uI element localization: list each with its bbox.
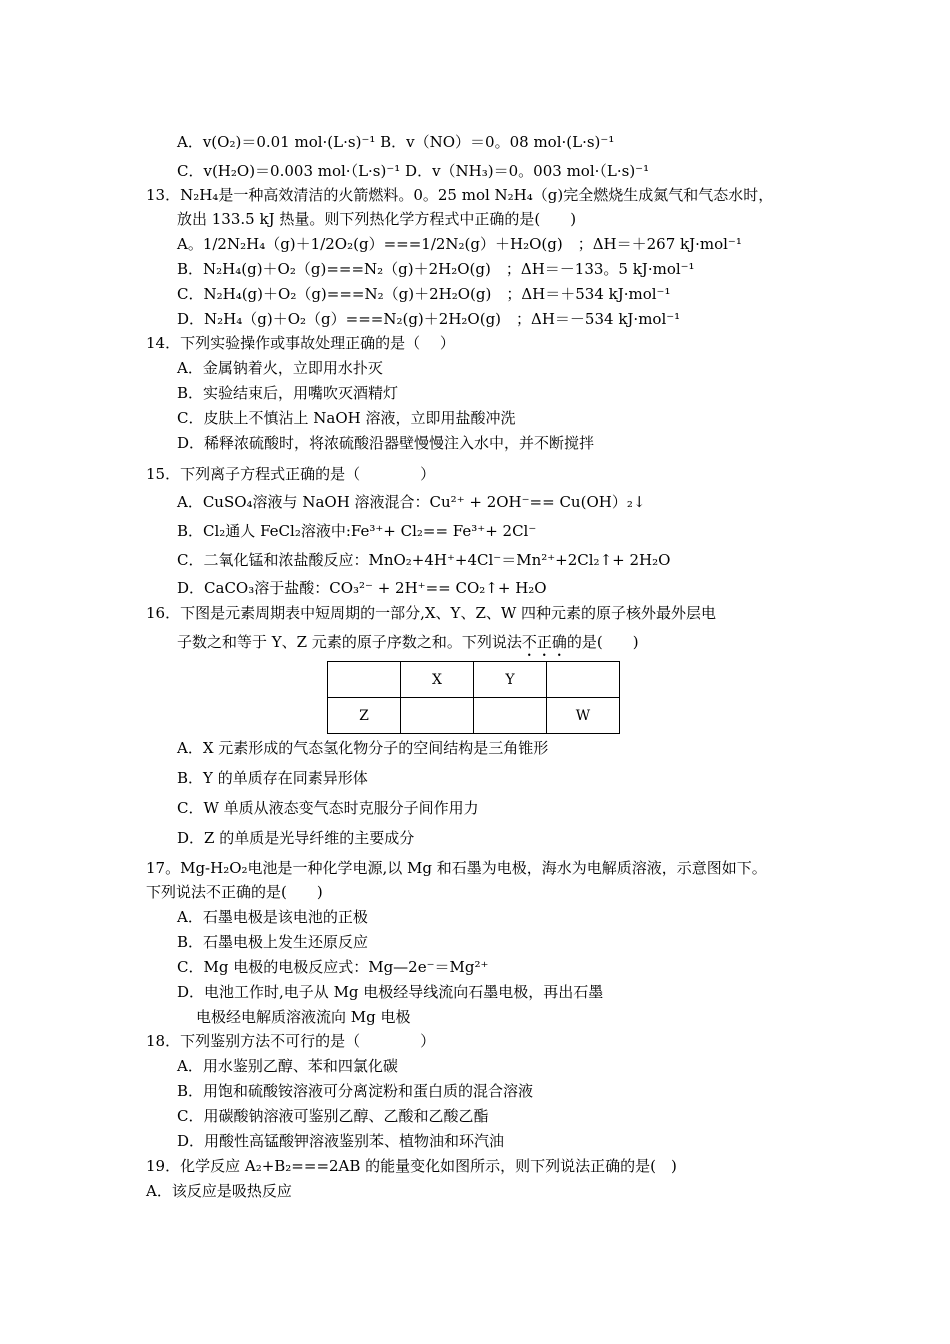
q17-option-d-line1: D．电池工作时,电子从 Mg 电极经导线流向石墨电极，再出石墨 xyxy=(177,983,604,1001)
table-cell-y: Y xyxy=(474,662,547,698)
q16-option-c: C．W 单质从液态变气态时克服分子间作用力 xyxy=(177,799,479,817)
q17-option-d-line2: 电极经电解质溶液流向 Mg 电极 xyxy=(196,1008,411,1026)
q15-option-b: B．Cl₂通人 FeCl₂溶液中:Fe³⁺+ Cl₂== Fe³⁺+ 2Cl⁻ xyxy=(177,522,537,540)
q12-option-a-b: A．v(O₂)＝0.01 mol·(L·s)⁻¹ B．v（NO）＝0。08 mol·(L·s)⁻¹ xyxy=(177,133,615,151)
table-cell xyxy=(401,698,474,734)
q13-option-c: C．N₂H₄(g)＋O₂（g)===N₂（g)＋2H₂O(g) ；ΔH＝＋534 kJ·mol⁻¹ xyxy=(177,285,671,303)
q15-option-c: C．二氧化锰和浓盐酸反应：MnO₂+4H⁺+4Cl⁻＝Mn²⁺+2Cl₂↑+ 2H₂O xyxy=(177,551,671,569)
q15-option-a: A．CuSO₄溶液与 NaOH 溶液混合：Cu²⁺ + 2OH⁻== Cu(OH）₂↓ xyxy=(177,493,646,511)
q16-option-b: B．Y 的单质存在同素异形体 xyxy=(177,769,368,787)
q13-stem-line2: 放出 133.5 kJ 热量。则下列热化学方程式中正确的是( ) xyxy=(177,210,577,228)
q19-stem: 19．化学反应 A₂+B₂===2AB 的能量变化如图所示，则下列说法正确的是( ) xyxy=(146,1157,677,1175)
q14-option-c: C．皮肤上不慎沾上 NaOH 溶液，立即用盐酸冲洗 xyxy=(177,409,516,427)
q18-stem: 18．下列鉴别方法不可行的是（ ） xyxy=(146,1032,436,1050)
emphasis-not-correct: 不正确 xyxy=(521,633,567,651)
q13-option-b: B．N₂H₄(g)＋O₂（g)===N₂（g)＋2H₂O(g) ；ΔH＝－133。5 kJ·mol⁻¹ xyxy=(177,260,695,278)
q16-stem-line2: 子数之和等于 Y、Z 元素的原子序数之和。下列说法不正确的是( ) xyxy=(177,633,639,651)
q17-stem-line1: 17。Mg-H₂O₂电池是一种化学电源,以 Mg 和石墨为电极，海水为电解质溶液，示意图如下。 xyxy=(146,859,767,877)
q16-option-a: A．X 元素形成的气态氢化物分子的空间结构是三角锥形 xyxy=(177,739,549,757)
q14-stem: 14．下列实验操作或事故处理正确的是（ ） xyxy=(146,334,455,352)
q18-option-b: B．用饱和硫酸铵溶液可分离淀粉和蛋白质的混合溶液 xyxy=(177,1082,534,1100)
q18-option-c: C．用碳酸钠溶液可鉴别乙醇、乙酸和乙酸乙酯 xyxy=(177,1107,489,1125)
table-row xyxy=(328,698,620,734)
q17-option-b: B．石墨电极上发生还原反应 xyxy=(177,933,369,951)
table-cell-x: X xyxy=(401,662,474,698)
q13-option-d: D．N₂H₄（g)＋O₂（g）===N₂(g)＋2H₂O(g) ；ΔH＝－534 kJ·mol⁻¹ xyxy=(177,310,681,328)
q14-option-b: B．实验结束后，用嘴吹灭酒精灯 xyxy=(177,384,399,402)
table-row xyxy=(328,662,620,698)
q15-option-d: D．CaCO₃溶于盐酸：CO₃²⁻ + 2H⁺== CO₂↑+ H₂O xyxy=(177,579,547,597)
q17-option-a: A．石墨电极是该电池的正极 xyxy=(177,908,368,926)
table-cell-z: Z xyxy=(328,698,401,734)
table-cell xyxy=(547,662,620,698)
table-cell xyxy=(474,698,547,734)
q16-option-d: D．Z 的单质是光导纤维的主要成分 xyxy=(177,829,415,847)
q13-option-a: A。1/2N₂H₄（g)＋1/2O₂(g）===1/2N₂(g）＋H₂O(g) ；ΔH＝＋267 kJ·mol⁻¹ xyxy=(177,235,742,253)
q18-option-d: D．用酸性高锰酸钾溶液鉴别苯、植物油和环汽油 xyxy=(177,1132,505,1150)
periodic-table-fragment xyxy=(327,661,620,734)
q15-stem: 15．下列离子方程式正确的是（ ） xyxy=(146,465,436,483)
q19-option-a: A．该反应是吸热反应 xyxy=(146,1182,292,1200)
q16-stem-line1: 16．下图是元素周期表中短周期的一部分,X、Y、Z、W 四种元素的原子核外最外层电 xyxy=(146,604,717,622)
q14-option-a: A．金属钠着火，立即用水扑灭 xyxy=(177,359,383,377)
q13-stem-line1: 13．N₂H₄是一种高效清洁的火箭燃料。0。25 mol N₂H₄（g)完全燃烧生成氮气和气态水时， xyxy=(146,186,774,204)
q12-option-c-d: C．v(H₂O)＝0.003 mol·（L·s)⁻¹ D．v（NH₃)＝0。003 mol·（L·s)⁻¹ xyxy=(177,162,650,180)
table-cell-w: W xyxy=(547,698,620,734)
q14-option-d: D．稀释浓硫酸时，将浓硫酸沿器壁慢慢注入水中，并不断搅拌 xyxy=(177,434,595,452)
table-cell xyxy=(328,662,401,698)
q18-option-a: A．用水鉴别乙醇、苯和四氯化碳 xyxy=(177,1057,398,1075)
q17-option-c: C．Mg 电极的电极反应式：Mg—2e⁻＝Mg²⁺ xyxy=(177,958,489,976)
q17-stem-line2: 下列说法不正确的是( ) xyxy=(146,883,323,901)
